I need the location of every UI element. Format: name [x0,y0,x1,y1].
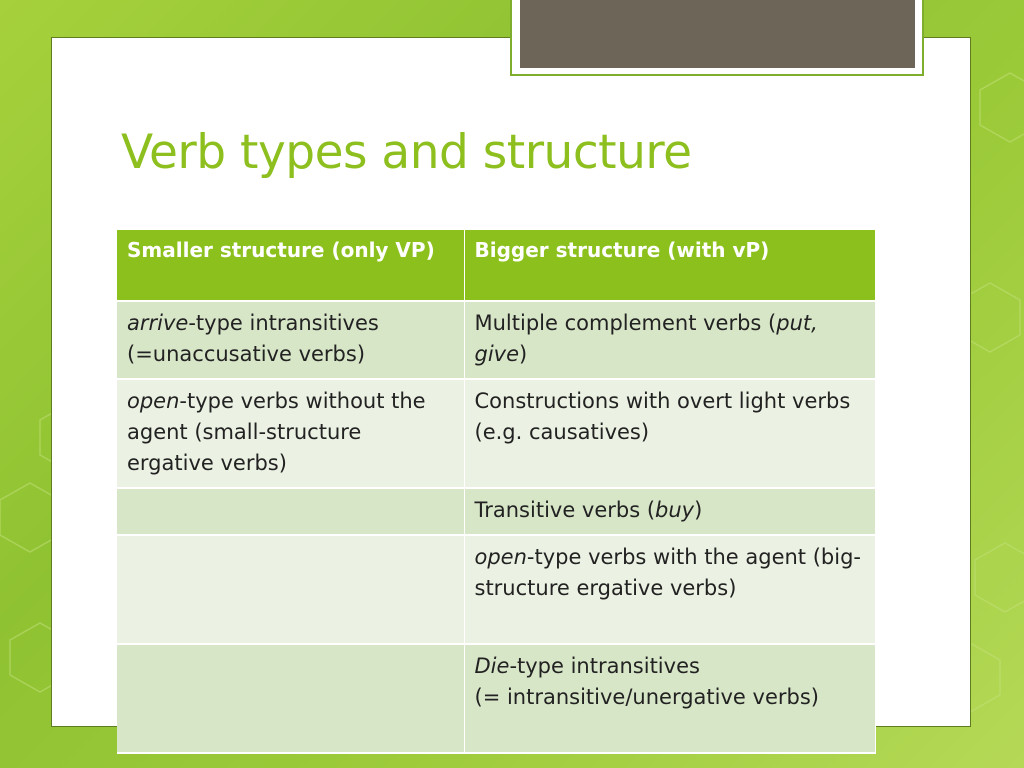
table-cell: open-type verbs without the agent (small-structure ergative verbs) [117,379,464,488]
table-row [117,535,875,644]
table-cell: Die-type intransitives (= intransitive/unergative verbs) [464,644,875,753]
table-header-row [117,230,875,301]
slide-title: Verb types and structure [121,125,692,180]
table-cell: Transitive verbs (buy) [464,488,875,535]
table-cell: arrive-type intransitives (=unaccusative verbs) [117,301,464,379]
table-cell-empty [117,644,464,753]
table-row [117,488,875,535]
header-smaller-structure: Smaller structure (only VP) [117,230,464,301]
header-bigger-structure: Bigger structure (with vP) [464,230,875,301]
table-cell-empty [117,535,464,644]
verb-types-table [117,230,876,754]
table-row [117,301,875,379]
table-row [117,379,875,488]
table-cell: Constructions with overt light verbs (e.g. causatives) [464,379,875,488]
table-cell-empty [117,488,464,535]
table-cell: Multiple complement verbs (put, give) [464,301,875,379]
decorative-box [520,0,915,68]
table-row [117,644,875,753]
table-cell: open-type verbs with the agent (big-structure ergative verbs) [464,535,875,644]
